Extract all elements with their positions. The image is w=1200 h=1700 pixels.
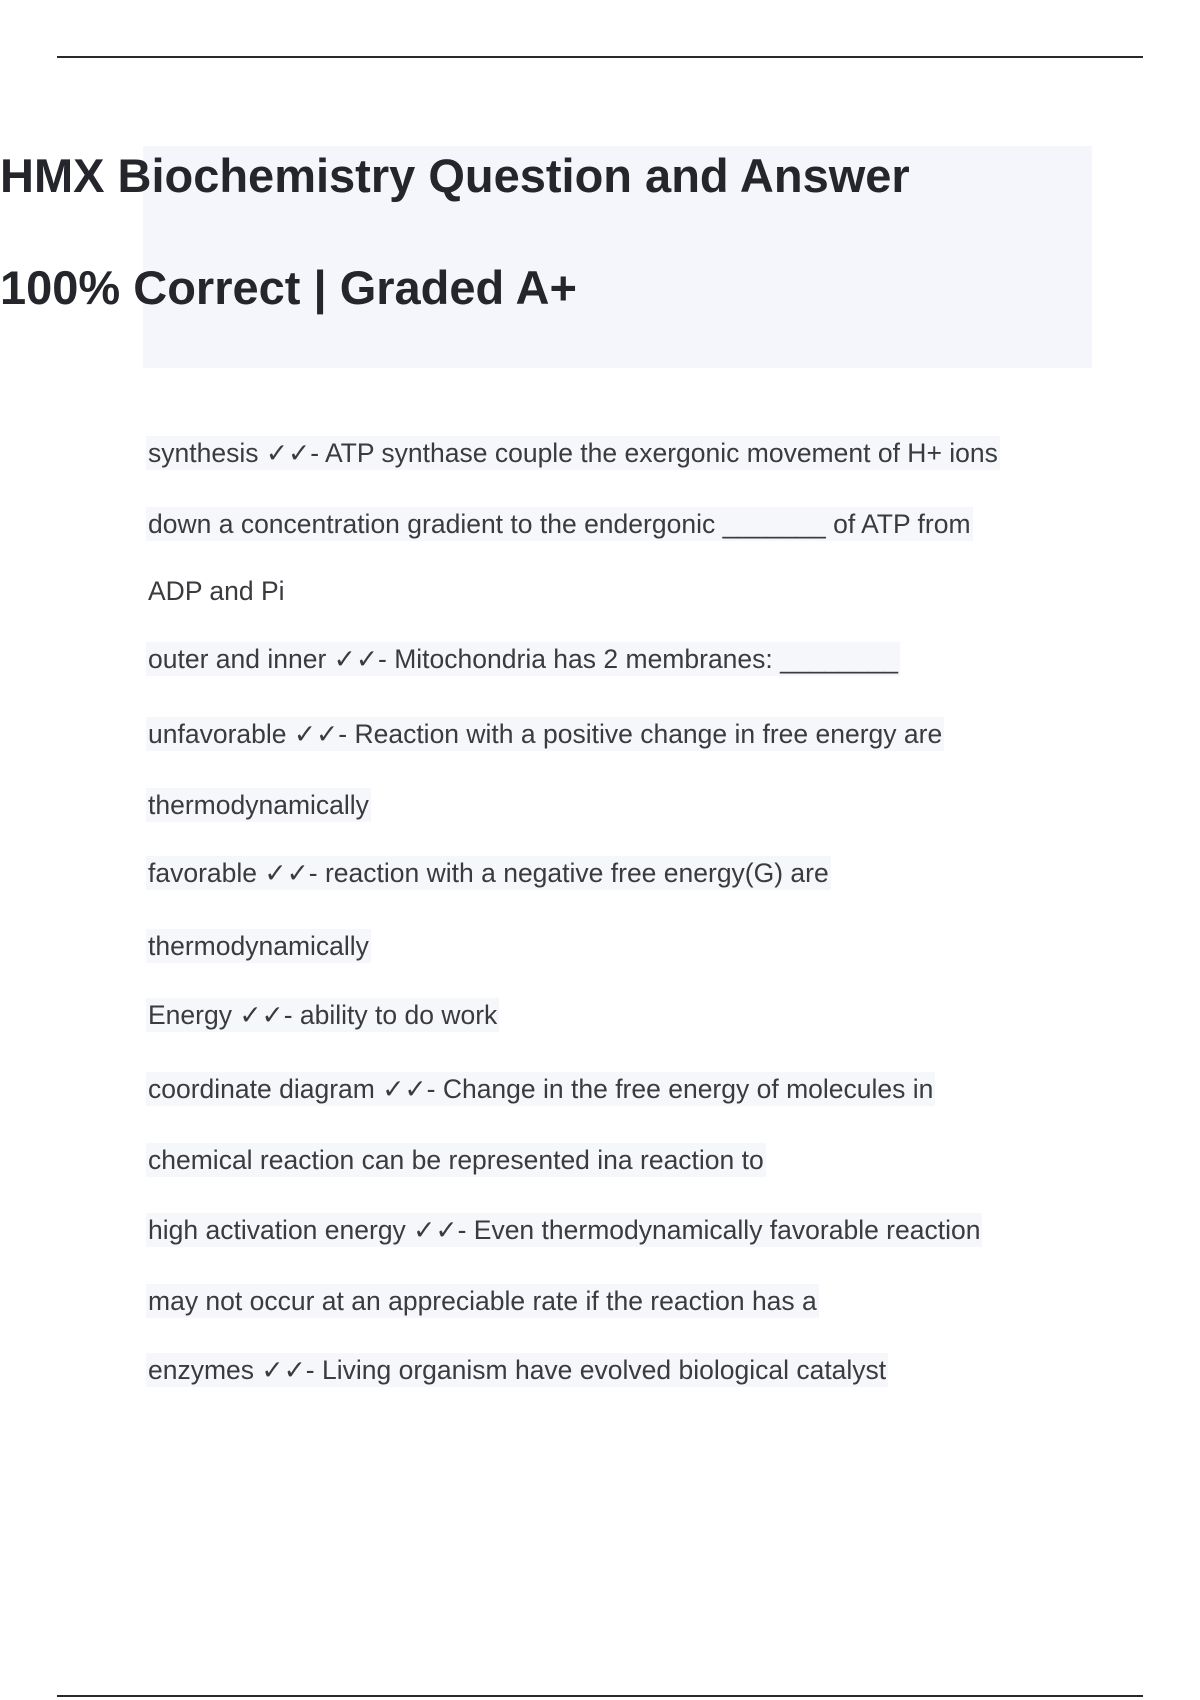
document-title: HMX Biochemistry Question and Answer (0, 149, 910, 202)
bottom-rule (57, 1695, 1143, 1697)
qa-line-2: down a concentration gradient to the endergonic _______ of ATP from (148, 509, 971, 539)
qa-line-10: coordinate diagram ✓✓- Change in the free energy of molecules in (148, 1074, 934, 1104)
qa-line-1: synthesis ✓✓- ATP synthase couple the exergonic movement of H+ ions (148, 438, 998, 468)
qa-line-4: outer and inner ✓✓- Mitochondria has 2 membranes: ________ (148, 644, 899, 674)
qa-line-5: unfavorable ✓✓- Reaction with a positive change in free energy are (148, 719, 943, 749)
qa-line-11: chemical reaction can be represented ina reaction to (148, 1145, 764, 1175)
qa-line-8: thermodynamically (148, 931, 369, 961)
qa-line-3: ADP and Pi (148, 576, 285, 606)
qa-line-7: favorable ✓✓- reaction with a negative free energy(G) are (148, 858, 829, 888)
qa-line-12: high activation energy ✓✓- Even thermodynamically favorable reaction (148, 1215, 981, 1245)
qa-line-14: enzymes ✓✓- Living organism have evolved biological catalyst (148, 1355, 887, 1385)
qa-line-13: may not occur at an appreciable rate if the reaction has a (148, 1286, 817, 1316)
qa-line-9: Energy ✓✓- ability to do work (148, 1000, 498, 1030)
top-rule (57, 56, 1143, 58)
qa-line-6: thermodynamically (148, 790, 369, 820)
document-subtitle: 100% Correct | Graded A+ (0, 261, 577, 314)
